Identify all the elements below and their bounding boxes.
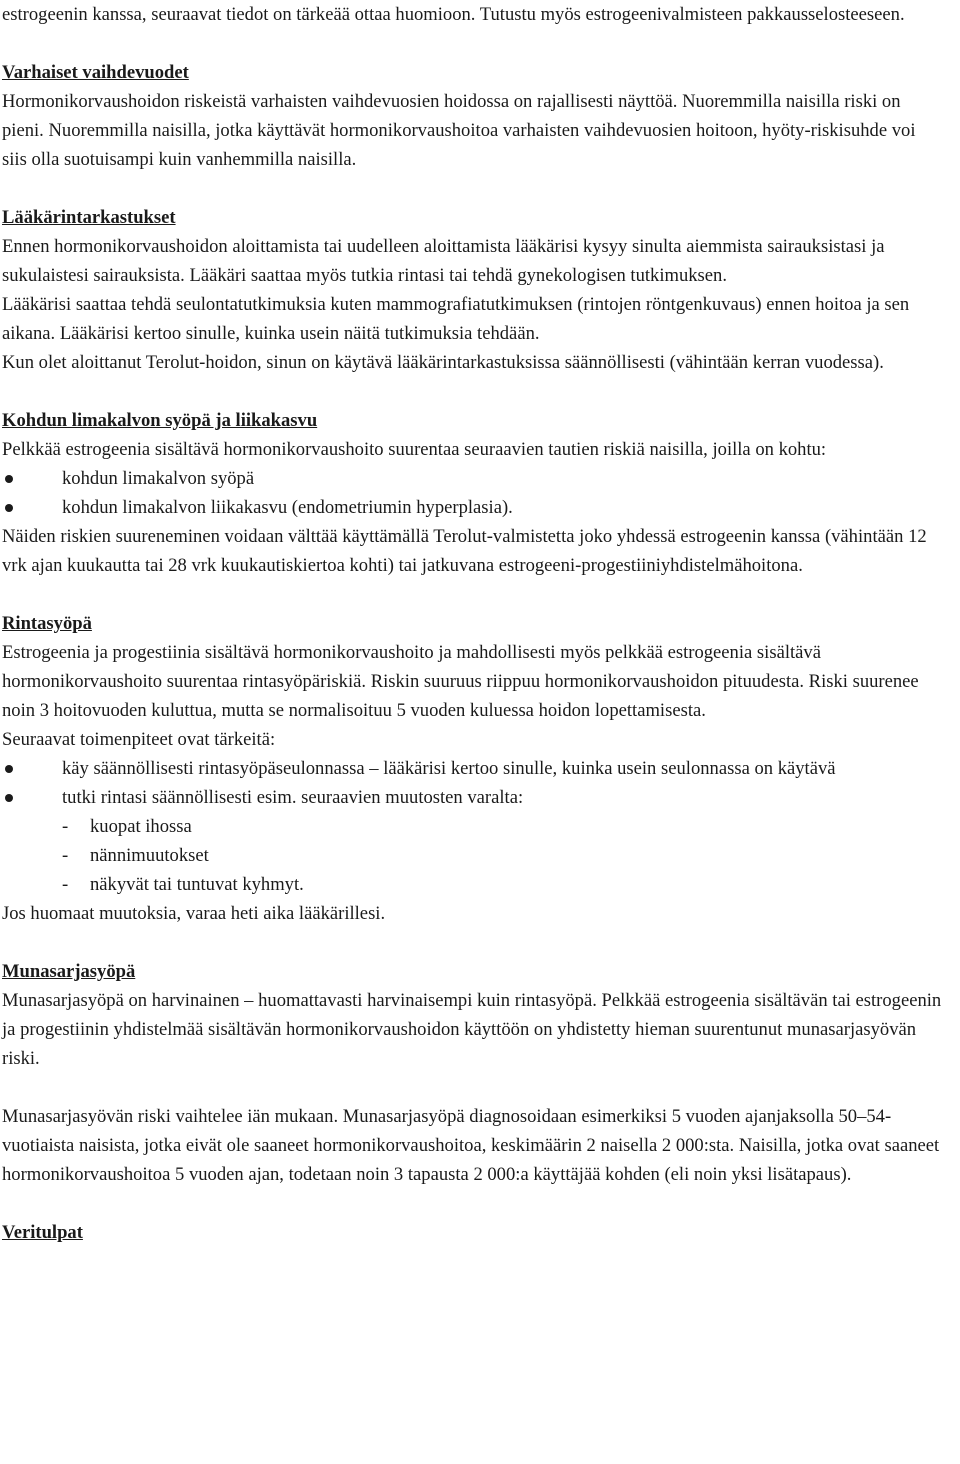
spacer	[2, 377, 942, 406]
section-medical-exams	[2, 203, 942, 377]
section-heading: Kohdun limakalvon syöpä ja liikakasvu	[2, 410, 318, 431]
list-item	[2, 841, 942, 870]
paragraph: Jos huomaat muutoksia, varaa heti aika lääkärillesi.	[2, 903, 386, 924]
list-item	[2, 493, 942, 522]
paragraph: Näiden riskien suureneminen voidaan välttää käyttämällä Terolut-valmistetta joko yhdessä estrogeenin kanssa (vähintään 12 vrk ajan kuukautta tai 28 vrk kuukautiskiertoa kohti) tai jatkuvana estrogeeni-progestiiniyhdistelmähoitona.	[2, 526, 927, 576]
section-blood-clots	[2, 1218, 942, 1247]
bullet-icon	[5, 765, 13, 773]
bullet-icon	[5, 475, 13, 483]
bullet-icon	[5, 794, 13, 802]
section-ovarian-cancer	[2, 957, 942, 1189]
intro-paragraph: estrogeenin kanssa, seuraavat tiedot on tärkeää ottaa huomioon. Tutustu myös estrogeenivalmisteen pakkausselosteeseen.	[2, 4, 905, 25]
paragraph: Estrogeenia ja progestiinia sisältävä hormonikorvaushoito ja mahdollisesti myös pelkkää estrogeenia sisältävä hormonikorvaushoito suurentaa rintasyöpäriskiä. Riskin suuruus riippuu hormonikorvaushoidon pituudesta. Riski suurenee noin 3 hoitovuoden kuluttua, mutta se normalisoituu 5 vuoden kuluessa hoidon lopettamisesta.	[2, 642, 919, 721]
paragraph: Hormonikorvaushoidon riskeistä varhaisten vaihdevuosien hoidossa on rajallisesti näyttöä. Nuoremmilla naisilla riski on pieni. Nuoremmilla naisilla, jotka käyttävät hormonikorvaushoitoa varhaisten vaihdevuosien hoitoon, hyöty-riskisuhde voi siis olla suotuisampi kuin vanhemmilla naisilla.	[2, 91, 916, 170]
section-heading: Lääkärintarkastukset	[2, 207, 176, 228]
list-item-text: kuopat ihossa	[90, 816, 192, 837]
section-breast-cancer	[2, 609, 942, 928]
spacer	[2, 174, 942, 203]
list-item-text: käy säännöllisesti rintasyöpäseulonnassa – lääkärisi kertoo sinulle, kuinka usein seulonnassa on käytävä	[62, 758, 836, 779]
list-item-text: kohdun limakalvon liikakasvu (endometriumin hyperplasia).	[62, 497, 513, 518]
bullet-icon	[5, 504, 13, 512]
dash-marker: -	[62, 845, 69, 866]
list-item	[2, 754, 942, 783]
paragraph: Seuraavat toimenpiteet ovat tärkeitä:	[2, 729, 276, 750]
spacer	[2, 29, 942, 58]
paragraph: Lääkärisi saattaa tehdä seulontatutkimuksia kuten mammografiatutkimuksen (rintojen röntgenkuvaus) ennen hoitoa ja sen aikana. Lääkärisi kertoo sinulle, kuinka usein näitä tutkimuksia tehdään.	[2, 294, 910, 344]
paragraph: Pelkkää estrogeenia sisältävä hormonikorvaushoito suurentaa seuraavien tautien riskiä naisilla, joilla on kohtu:	[2, 439, 827, 460]
paragraph: Munasarjasyöpä on harvinainen – huomattavasti harvinaisempi kuin rintasyöpä. Pelkkää estrogeenia sisältävän tai estrogeenin ja progestiinin yhdistelmää sisältävän hormonikorvaushoidon käyttöön on yhdistetty hieman suurentunut munasarjasyövän riski.	[2, 990, 942, 1069]
spacer	[2, 1189, 942, 1218]
list-item-text: tutki rintasi säännöllisesti esim. seuraavien muutosten varalta:	[62, 787, 524, 808]
section-heading: Veritulpat	[2, 1222, 83, 1243]
list-item	[2, 783, 942, 812]
dash-marker: -	[62, 816, 69, 837]
list-item-text: näkyvät tai tuntuvat kyhmyt.	[90, 874, 304, 895]
paragraph: Ennen hormonikorvaushoidon aloittamista tai uudelleen aloittamista lääkärisi kysyy sinulta aiemmista sairauksistasi ja sukulaistesi sairauksista. Lääkäri saattaa myös tutkia rintasi tai tehdä gynekologisen tutkimuksen.	[2, 236, 885, 286]
dash-marker: -	[62, 874, 69, 895]
section-heading: Varhaiset vaihdevuodet	[2, 62, 189, 83]
section-early-menopause	[2, 58, 942, 174]
dash-list	[2, 812, 942, 899]
spacer	[2, 580, 942, 609]
section-heading: Munasarjasyöpä	[2, 961, 136, 982]
paragraph: Munasarjasyövän riski vaihtelee iän mukaan. Munasarjasyöpä diagnosoidaan esimerkiksi 5 vuoden ajanjaksolla 50–54-vuotiaista naisista, jotka eivät ole saaneet hormonikorvaushoitoa, keskimäärin 2 naisella 2 000:sta. Naisilla, jotka ovat saaneet hormonikorvaushoitoa 5 vuoden ajan, todetaan noin 3 tapausta 2 000:a käyttäjää kohden (eli noin yksi lisätapaus).	[2, 1106, 940, 1185]
spacer	[2, 1073, 942, 1102]
list-item	[2, 464, 942, 493]
spacer	[2, 928, 942, 957]
list-item-text: nännimuutokset	[90, 845, 209, 866]
section-heading: Rintasyöpä	[2, 613, 92, 634]
list-item	[2, 812, 942, 841]
section-endometrial-cancer	[2, 406, 942, 580]
paragraph: Kun olet aloittanut Terolut-hoidon, sinun on käytävä lääkärintarkastuksissa säännöllisesti (vähintään kerran vuodessa).	[2, 352, 884, 373]
bullet-list	[2, 754, 942, 812]
bullet-list	[2, 464, 942, 522]
list-item	[2, 870, 942, 899]
list-item-text: kohdun limakalvon syöpä	[62, 468, 255, 489]
